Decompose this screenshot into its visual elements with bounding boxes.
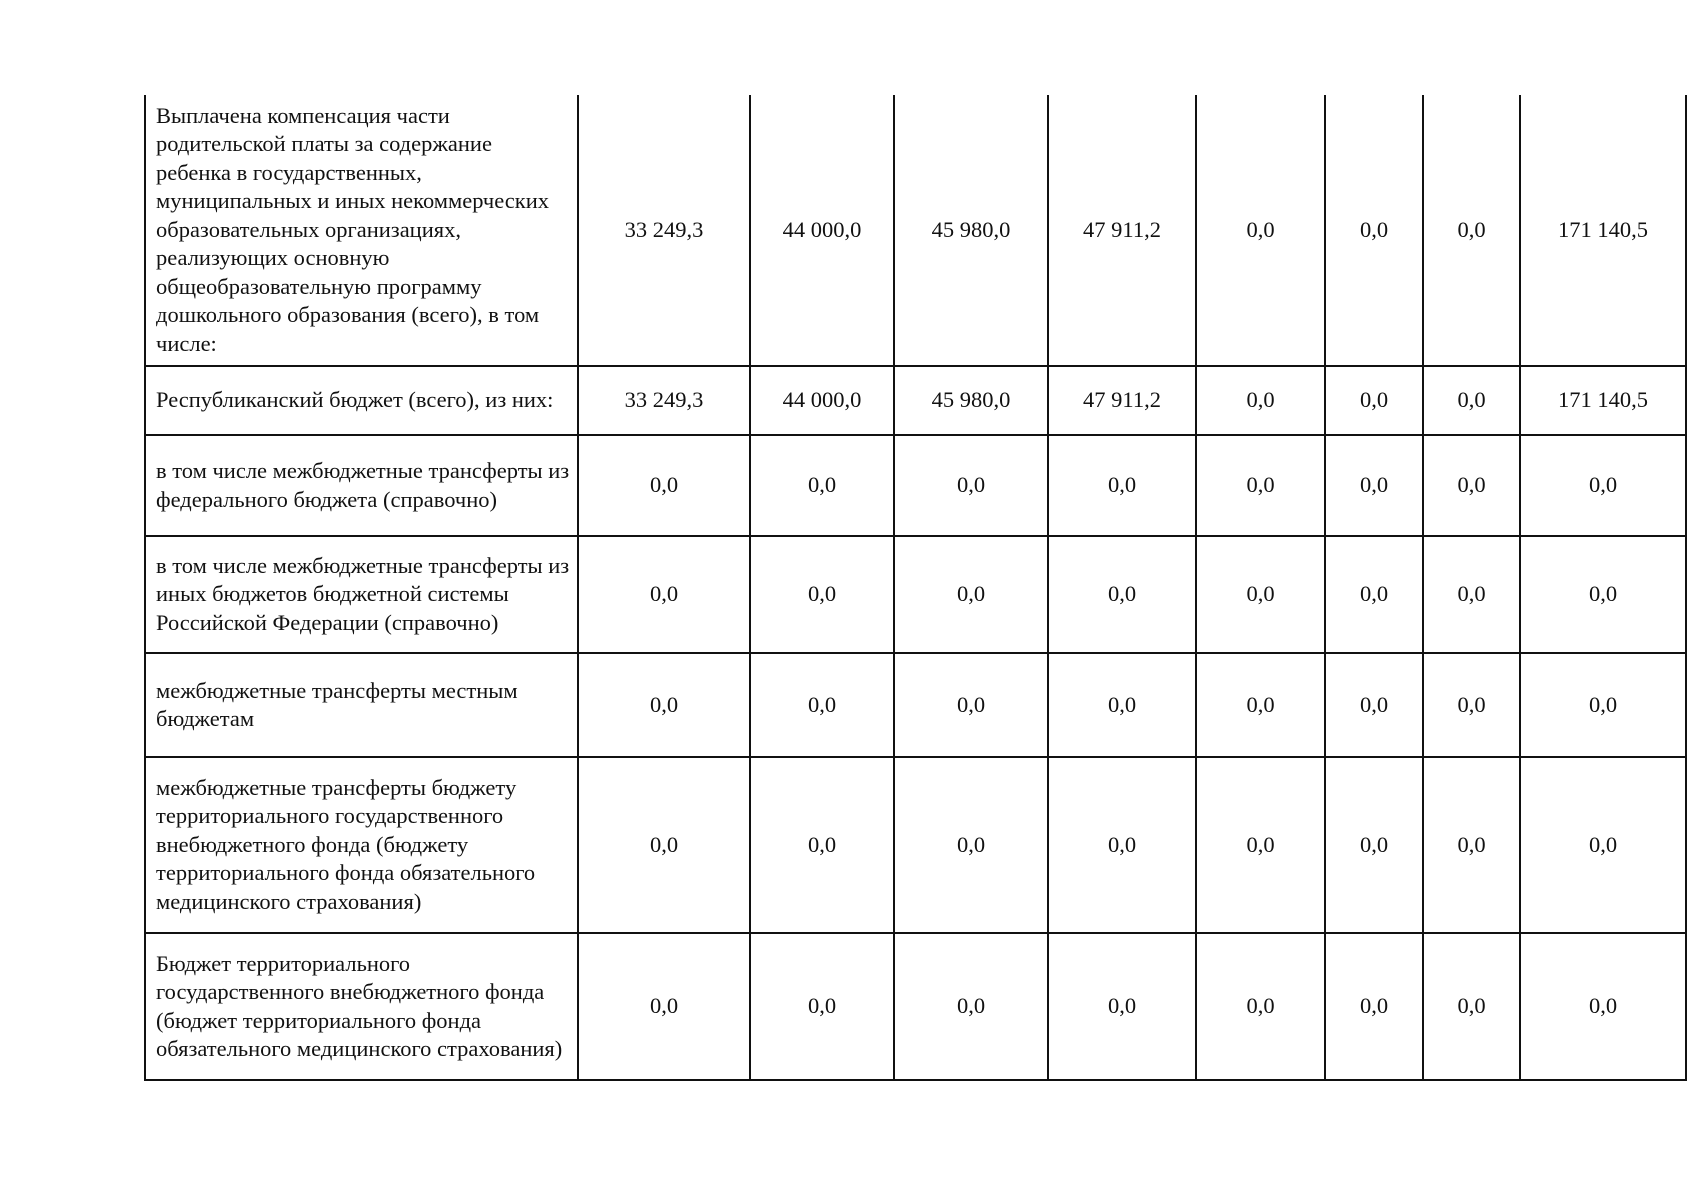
value-cell: 0,0: [1325, 536, 1423, 653]
value-cell: 0,0: [578, 435, 750, 536]
value-cell: 0,0: [1423, 653, 1520, 757]
value-cell: 0,0: [578, 536, 750, 653]
table-row: [145, 435, 1686, 536]
value-cell: 0,0: [894, 536, 1048, 653]
value-cell: 0,0: [1048, 757, 1196, 933]
total-cell: 171 140,5: [1520, 366, 1686, 435]
value-cell: 0,0: [1423, 536, 1520, 653]
value-cell: 45 980,0: [894, 366, 1048, 435]
value-cell: 0,0: [1325, 366, 1423, 435]
value-cell: 45 980,0: [894, 95, 1048, 366]
value-cell: 0,0: [1423, 757, 1520, 933]
value-cell: 0,0: [1048, 536, 1196, 653]
value-cell: 33 249,3: [578, 95, 750, 366]
value-cell: 0,0: [1423, 435, 1520, 536]
value-cell: 0,0: [1196, 95, 1325, 366]
value-cell: 44 000,0: [750, 366, 894, 435]
value-cell: 0,0: [1196, 653, 1325, 757]
value-cell: 0,0: [1048, 933, 1196, 1080]
value-cell: 0,0: [894, 933, 1048, 1080]
table-row: [145, 536, 1686, 653]
value-cell: 0,0: [750, 933, 894, 1080]
total-cell: 0,0: [1520, 536, 1686, 653]
value-cell: 0,0: [1196, 536, 1325, 653]
value-cell: 0,0: [1325, 435, 1423, 536]
row-label: в том числе межбюджетные трансферты из иных бюджетов бюджетной системы Российской Федерации (справочно): [145, 536, 578, 653]
row-label: Бюджет территориального государственного внебюджетного фонда (бюджет территориального фонда обязательного медицинского страхования): [145, 933, 578, 1080]
value-cell: 0,0: [578, 933, 750, 1080]
value-cell: 44 000,0: [750, 95, 894, 366]
table-row: [145, 95, 1686, 366]
value-cell: 0,0: [894, 435, 1048, 536]
value-cell: 0,0: [750, 536, 894, 653]
value-cell: 47 911,2: [1048, 95, 1196, 366]
value-cell: 0,0: [1423, 95, 1520, 366]
value-cell: 0,0: [750, 653, 894, 757]
total-cell: 0,0: [1520, 435, 1686, 536]
value-cell: 0,0: [1048, 435, 1196, 536]
value-cell: 0,0: [1325, 757, 1423, 933]
value-cell: 0,0: [894, 757, 1048, 933]
value-cell: 0,0: [1048, 653, 1196, 757]
table-row: [145, 366, 1686, 435]
value-cell: 0,0: [1325, 933, 1423, 1080]
table-row: [145, 653, 1686, 757]
row-label: Республиканский бюджет (всего), из них:: [145, 366, 578, 435]
table-row: [145, 933, 1686, 1080]
value-cell: 0,0: [1196, 933, 1325, 1080]
value-cell: 0,0: [578, 653, 750, 757]
value-cell: 0,0: [894, 653, 1048, 757]
value-cell: 0,0: [1423, 366, 1520, 435]
value-cell: 0,0: [1196, 366, 1325, 435]
table-row: [145, 757, 1686, 933]
budget-table: [144, 95, 1687, 1081]
value-cell: 33 249,3: [578, 366, 750, 435]
total-cell: 171 140,5: [1520, 95, 1686, 366]
value-cell: 0,0: [1423, 933, 1520, 1080]
total-cell: 0,0: [1520, 653, 1686, 757]
value-cell: 0,0: [750, 435, 894, 536]
value-cell: 0,0: [750, 757, 894, 933]
value-cell: 0,0: [1196, 435, 1325, 536]
value-cell: 0,0: [578, 757, 750, 933]
value-cell: 0,0: [1325, 95, 1423, 366]
row-label: межбюджетные трансферты местным бюджетам: [145, 653, 578, 757]
row-label: межбюджетные трансферты бюджету территориального государственного внебюджетного фонда (бюджету территориального фонда обязательного медицинского страхования): [145, 757, 578, 933]
row-label: Выплачена компенсация части родительской платы за содержание ребенка в государственных, муниципальных и иных некоммерческих образовательных организациях, реализующих основную общеобразовательную программу дошкольного образования (всего), в том числе:: [145, 95, 578, 366]
value-cell: 0,0: [1196, 757, 1325, 933]
value-cell: 47 911,2: [1048, 366, 1196, 435]
row-label: в том числе межбюджетные трансферты из федерального бюджета (справочно): [145, 435, 578, 536]
total-cell: 0,0: [1520, 757, 1686, 933]
value-cell: 0,0: [1325, 653, 1423, 757]
total-cell: 0,0: [1520, 933, 1686, 1080]
